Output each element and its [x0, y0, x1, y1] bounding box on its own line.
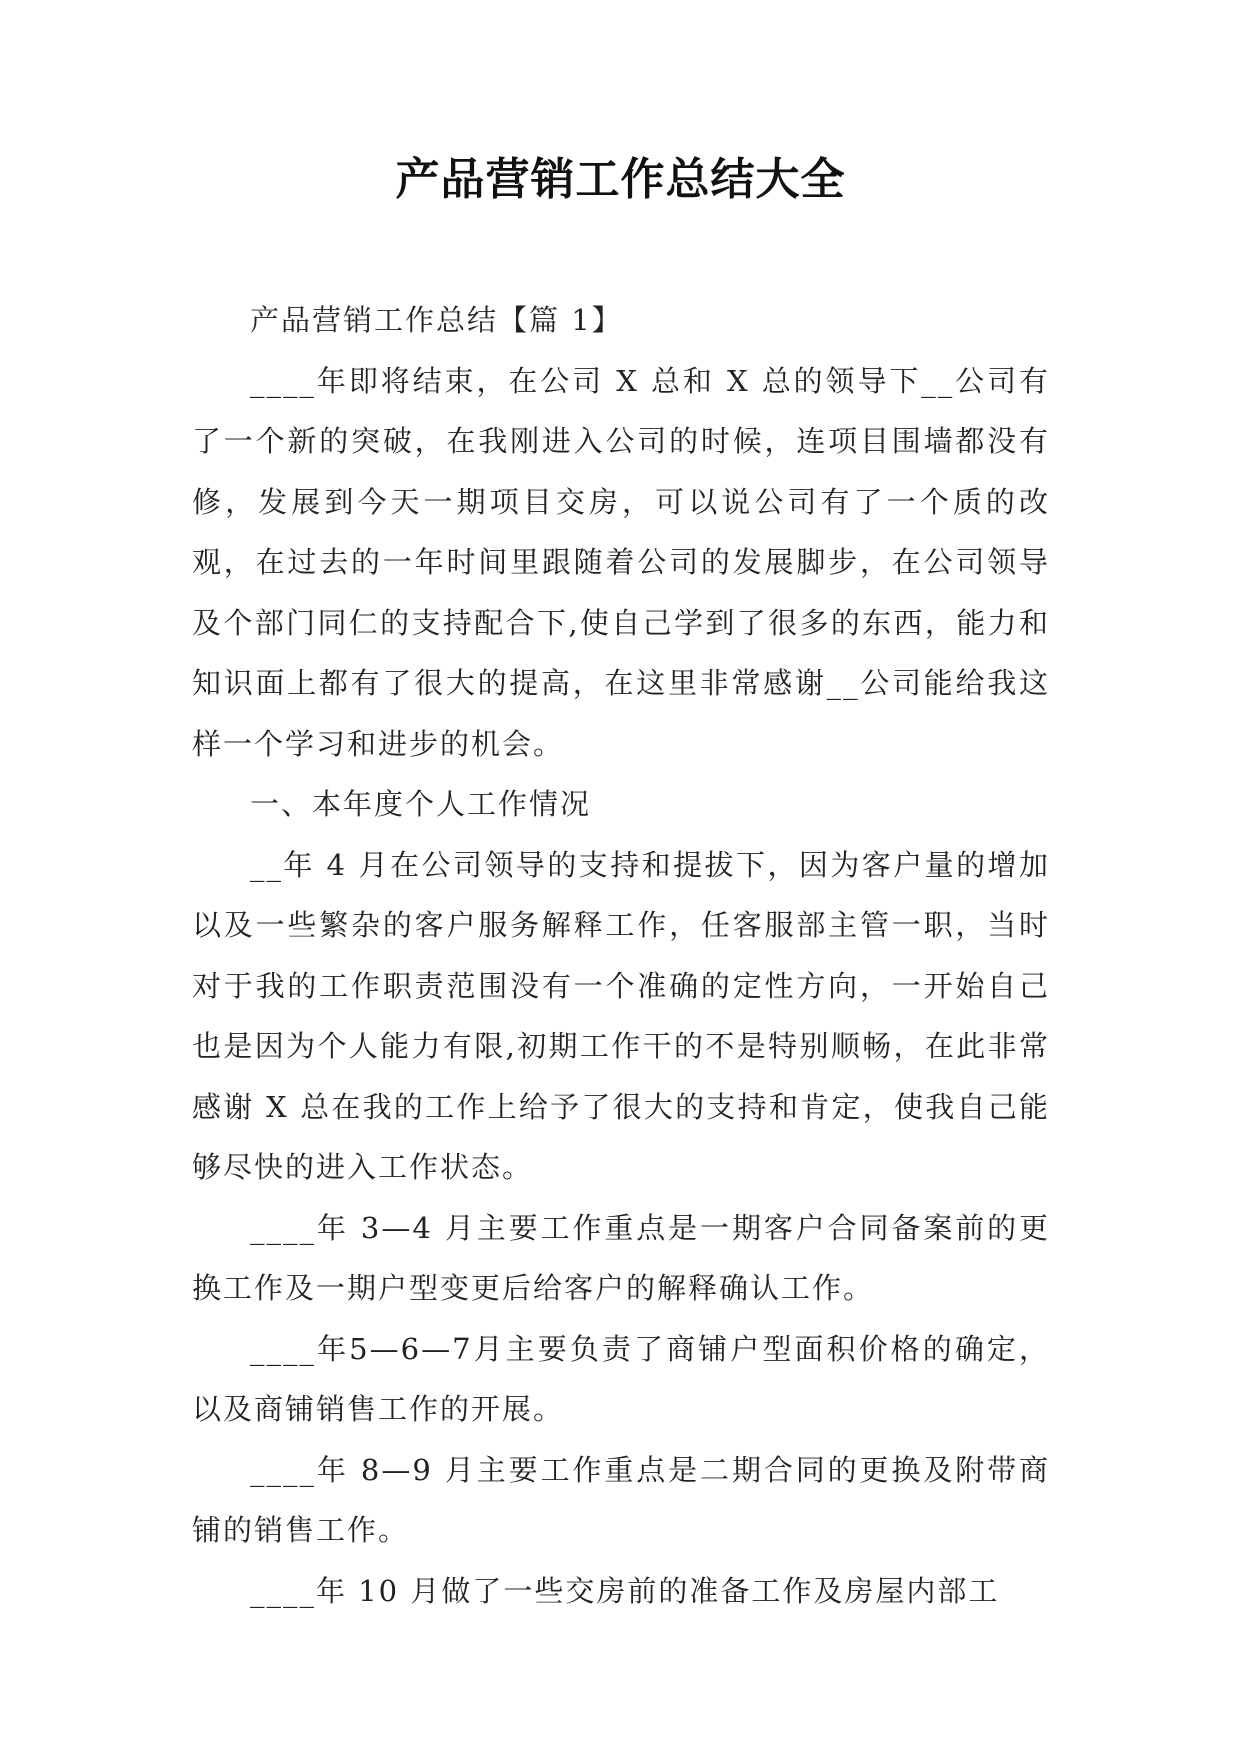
body-paragraph-april: __年 4 月在公司领导的支持和提拔下，因为客户量的增加以及一些繁杂的客户服务解释工作，任客服部主管一职，当时对于我的工作职责范围没有一个准确的定性方向，一开始自己也是因为个人能力有限,初期工作干的不是特别顺畅，在此非常感谢 X 总在我的工作上给予了很大的支持和肯定，使我自己能够尽快的进入工作状态。: [192, 847, 1050, 1184]
body-paragraph-march-april: ____年 3—4 月主要工作重点是一期客户合同备案前的更换工作及一期户型变更后给客户的解释确认工作。: [192, 1210, 1050, 1305]
body-paragraph-october: ____年 10 月做了一些交房前的准备工作及房屋内部工: [250, 1573, 1000, 1608]
intro-paragraph: ____年即将结束，在公司 X 总和 X 总的领导下__公司有了一个新的突破，在我刚进入公司的时候，连项目围墙都没有修，发展到今天一期项目交房，可以说公司有了一个质的改观，在过去的一年时间里跟随着公司的发展脚步，在公司领导及个部门同仁的支持配合下,使自己学到了很多的东西，能力和知识面上都有了很大的提高，在这里非常感谢__公司能给我这样一个学习和进步的机会。: [192, 363, 1050, 761]
section-heading-annual-work: 一、本年度个人工作情况: [250, 787, 592, 821]
body-paragraph-may-july: ____年5—6—7月主要负责了商铺户型面积价格的确定，以及商铺销售工作的开展。: [192, 1331, 1050, 1426]
document-title: 产品营销工作总结大全: [395, 154, 846, 205]
body-paragraph-aug-sep: ____年 8—9 月主要工作重点是二期合同的更换及附带商铺的销售工作。: [192, 1452, 1050, 1547]
document-body: [192, 290, 1050, 1621]
section-heading-part-1: 产品营销工作总结【篇 1】: [250, 303, 623, 337]
